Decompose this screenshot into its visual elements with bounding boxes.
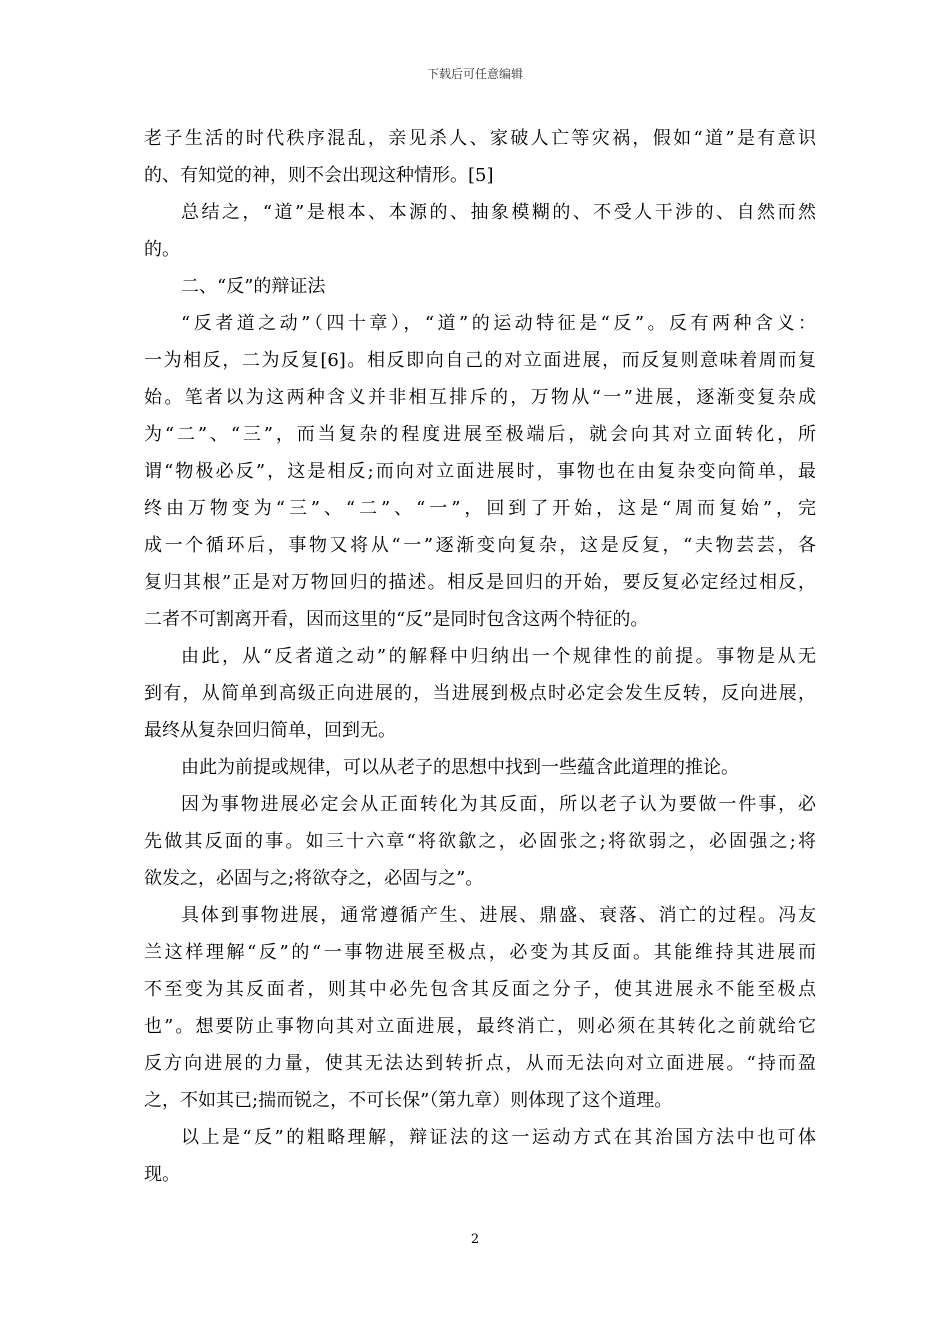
- text-line: 到有，从简单到高级正向进展的，当进展到极点时必定会发生反转，反向进展，: [144, 683, 816, 704]
- section-heading: 二、“反”的辩证法: [181, 276, 326, 297]
- text-line: 不至变为其反面者，则其中必先包含其反面之分子，使其进展永不能至极点: [144, 979, 816, 1000]
- text-line: 现。: [144, 1164, 180, 1185]
- text-line: 反方向进展的力量，使其无法达到转折点，从而无法向对立面进展。“持而盈: [144, 1053, 816, 1074]
- text-line: 由此，从“反者道之动”的解释中归纳出一个规律性的前提。事物是从无: [181, 646, 816, 667]
- text-line: 的。: [144, 239, 180, 260]
- text-line: 因为事物进展必定会从正面转化为其反面，所以老子认为要做一件事，必: [181, 794, 816, 815]
- text-line: 兰这样理解“反”的“一事物进展至极点，必变为其反面。其能维持其进展而: [144, 942, 816, 963]
- text-line: 的、有知觉的神，则不会出现这种情形。[5]: [144, 165, 494, 186]
- text-line: 为“二”、“三”，而当复杂的程度进展至极端后，就会向其对立面转化，所: [144, 424, 816, 445]
- text-line: 始。笔者以为这两种含义并非相互排斥的，万物从“一”进展，逐渐变复杂成: [144, 387, 816, 408]
- text-line: 也”。想要防止事物向其对立面进展，最终消亡，则必须在其转化之前就给它: [144, 1016, 816, 1037]
- text-line: “反者道之动”（四十章），“道”的运动特征是“反”。反有两种含义：: [181, 313, 816, 334]
- text-line: 先做其反面的事。如三十六章“将欲歙之，必固张之;将欲弱之，必固强之;将: [144, 831, 816, 852]
- text-line: 欲发之，必固与之;将欲夺之，必固与之”。: [144, 868, 484, 889]
- text-line: 谓“物极必反”，这是相反;而向对立面进展时，事物也在由复杂变向简单，最: [144, 461, 816, 482]
- text-line: 一为相反，二为反复[6]。相反即向自己的对立面进展，而反复则意味着周而复: [144, 350, 816, 371]
- text-line: 总结之，“道”是根本、本源的、抽象模糊的、不受人干涉的、自然而然: [181, 202, 816, 223]
- text-line: 具体到事物进展，通常遵循产生、进展、鼎盛、衰落、消亡的过程。冯友: [181, 905, 816, 926]
- text-line: 复归其根”正是对万物回归的描述。相反是回归的开始，要反复必定经过相反，: [144, 572, 816, 593]
- text-line: 最终从复杂回归简单，回到无。: [144, 720, 396, 741]
- text-line: 成一个循环后，事物又将从“一”逐渐变向复杂，这是反复，“夫物芸芸，各: [144, 535, 816, 556]
- page-number: 2: [470, 1232, 480, 1247]
- text-line: 二者不可割离开看，因而这里的“反”是同时包含这两个特征的。: [144, 609, 649, 630]
- text-line: 以上是“反”的粗略理解，辩证法的这一运动方式在其治国方法中也可体: [181, 1127, 816, 1148]
- text-line: 老子生活的时代秩序混乱，亲见杀人、家破人亡等灾祸，假如“道”是有意识: [144, 128, 816, 149]
- text-line: 由此为前提或规律，可以从老子的思想中找到一些蕴含此道理的推论。: [181, 757, 739, 778]
- page-header: 下载后可任意编辑: [426, 67, 523, 81]
- text-line: 之，不如其已;揣而锐之，不可长保”（第九章）则体现了这个道理。: [144, 1090, 673, 1111]
- text-line: 终由万物变为“三”、“二”、“一”，回到了开始，这是“周而复始”，完: [144, 498, 816, 519]
- document-body: [144, 120, 816, 1193]
